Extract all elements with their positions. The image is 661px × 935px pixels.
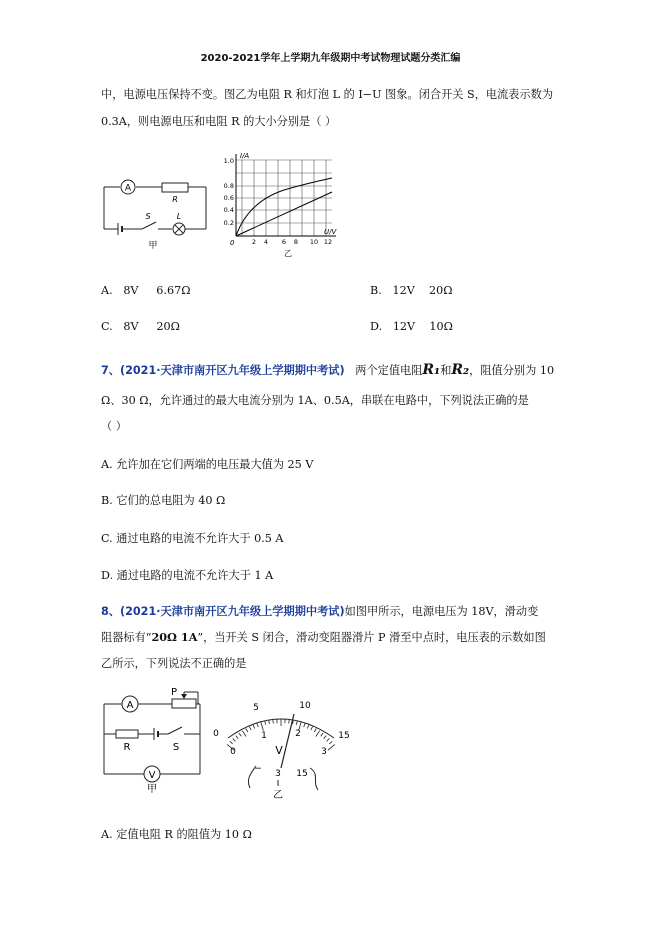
dial-tick [314,729,316,733]
option-resistance: 20Ω [429,284,453,297]
dial-tick [289,720,290,724]
dial-tick [316,731,320,737]
q6-iu-graph [223,148,346,260]
graph-ylabel: I/A [240,152,250,160]
dial-tick [273,720,274,724]
inner-scale-label: 1 [261,731,267,741]
wire-icon [310,768,318,790]
circuit-caption: 甲 [148,241,158,251]
resistor-label: R [172,195,178,204]
dial-tick [257,723,258,727]
outer-scale-label: 5 [253,703,259,713]
outer-scale-label: 0 [213,729,219,739]
option-voltage: 8V [123,320,139,333]
q7-stem-line2: Ω、30 Ω，允许通过的最大电流分别为 1A、0.5A，串联在电路中，下列说法正确的是 [101,394,529,407]
y-tick: 0.2 [223,219,234,227]
dial-tick [230,741,233,744]
q8-text: 阻器标有“ [101,631,152,644]
inner-scale-label: 3 [321,747,327,757]
option-resistance: 20Ω [156,320,180,333]
dial-tick [327,738,330,741]
q6-option-a[interactable] [101,284,190,297]
q8-circuit-diagram [98,686,208,795]
option-letter: A. [101,284,113,297]
dial-tick [324,736,327,739]
q7-option-c[interactable]: C. 通过电路的电流不允许大于 0.5 A [101,532,284,545]
lamp-label: L [176,212,182,221]
y-tick: 0.8 [223,182,234,190]
lamp-curve [236,178,332,236]
q7-and: 和 [440,364,452,377]
q7-source: 7、(2021·天津市南开区九年级上学期期中考试) [101,364,345,377]
outer-scale-label: 10 [299,701,311,711]
dial-tick [261,722,264,731]
q8-stem-line1 [101,603,538,619]
q6-option-d[interactable] [370,320,453,333]
dial-tick [328,744,335,750]
graph-xlabel: U/V [324,228,337,236]
dial-tick [233,738,236,741]
dial-tick [311,727,313,731]
meter-caption: 乙 [273,790,283,801]
q6-option-b[interactable] [370,284,453,297]
q8-text: ”，当开关 S 闭合，滑动变阻器滑片 P 滑至中点时，电压表的示数如图 [197,631,546,644]
dial-tick [307,725,309,729]
outer-scale-label: 15 [338,731,350,741]
inner-scale-label: 2 [295,729,301,739]
x-tick: 6 [281,238,287,246]
x-tick: 2 [251,238,257,246]
q6-option-c[interactable] [101,320,180,333]
terminal-label: 3 [275,769,281,779]
q8-stem-line3: 乙所示，下列说法不正确的是 [101,657,247,670]
q7-option-d[interactable]: D. 通过电路的电流不允许大于 1 A [101,569,274,582]
x-tick: 12 [323,238,333,246]
x-tick: 4 [263,238,269,246]
option-resistance: 6.67Ω [156,284,191,297]
needle-icon [281,714,294,768]
q8-text: 如图甲所示，电源电压为 18V，滑动变 [344,605,539,618]
dial-tick [321,733,323,736]
q6-circuit-diagram [96,172,216,252]
switch-label: S [172,742,180,753]
q7-stem-line3: （ ） [101,420,127,433]
r1-symbol: R₁ [422,362,441,378]
ammeter-label: A [126,700,134,711]
dial-tick [265,721,266,725]
slider-arrow-icon [181,694,187,699]
dial-tick [239,733,241,736]
q8-stem-line2 [101,629,546,645]
dial-tick [246,729,248,733]
q7-option-b[interactable]: B. 它们的总电阻为 40 Ω [101,494,226,507]
option-letter: B. [370,284,382,297]
q8-voltmeter-dial [206,694,356,804]
y-tick: 0.6 [223,194,234,202]
dial-tick [304,723,305,727]
voltmeter-label: V [148,770,156,781]
dial-tick [329,741,332,744]
ammeter-label: A [124,183,132,194]
option-voltage: 8V [123,284,139,297]
resistor-label: R [123,742,131,753]
meter-unit: V [275,744,283,757]
q7-option-a[interactable]: A. 允许加在它们两端的电压最大值为 25 V [101,458,314,471]
graph-origin: 0 [230,239,235,247]
dial-tick [242,731,246,737]
q6-stem-line2: 0.3A，则电源电压和电阻 R 的大小分别是（ ） [101,115,337,128]
r2-symbol: R₂ [451,362,470,378]
slider-label: P [170,687,178,698]
option-letter: C. [101,320,113,333]
q8-rating: 20Ω 1A [151,630,198,644]
y-tick: 0.4 [223,206,234,214]
page-header: 2020-2021学年上学期九年级期中考试物理试题分类汇编 [200,53,461,64]
graph-caption: 乙 [284,249,292,258]
q7-text: 两个定值电阻 [355,364,423,377]
option-resistance: 10Ω [429,320,453,333]
x-tick: 8 [293,238,299,246]
x-tick: 10 [309,238,319,246]
dial-tick [296,721,297,725]
q6-stem-line1: 中，电源电压保持不变。图乙为电阻 R 和灯泡 L 的 I−U 图象。闭合开关 S，电流表示数为 [101,88,554,101]
terminal-label: 15 [296,769,308,779]
option-letter: D. [370,320,383,333]
dial-tick [253,725,255,729]
q8-option-a[interactable]: A. 定值电阻 R 的阻值为 10 Ω [101,828,252,841]
q7-text: ，阻值分别为 10 [469,364,555,377]
switch-label: S [145,212,151,221]
q7-stem-line1 [101,362,554,378]
dial-tick [236,736,239,739]
option-voltage: 12V [392,320,416,333]
dial-tick [269,720,270,724]
circuit-caption: 甲 [147,784,157,795]
dial-tick [249,727,251,731]
y-tick: 1.0 [223,157,234,165]
resistor-line [236,192,332,236]
inner-scale-label: 0 [230,747,236,757]
option-voltage: 12V [392,284,415,297]
terminal-label: − [254,764,262,774]
q8-source: 8、(2021·天津市南开区九年级上学期期中考试) [101,605,345,618]
